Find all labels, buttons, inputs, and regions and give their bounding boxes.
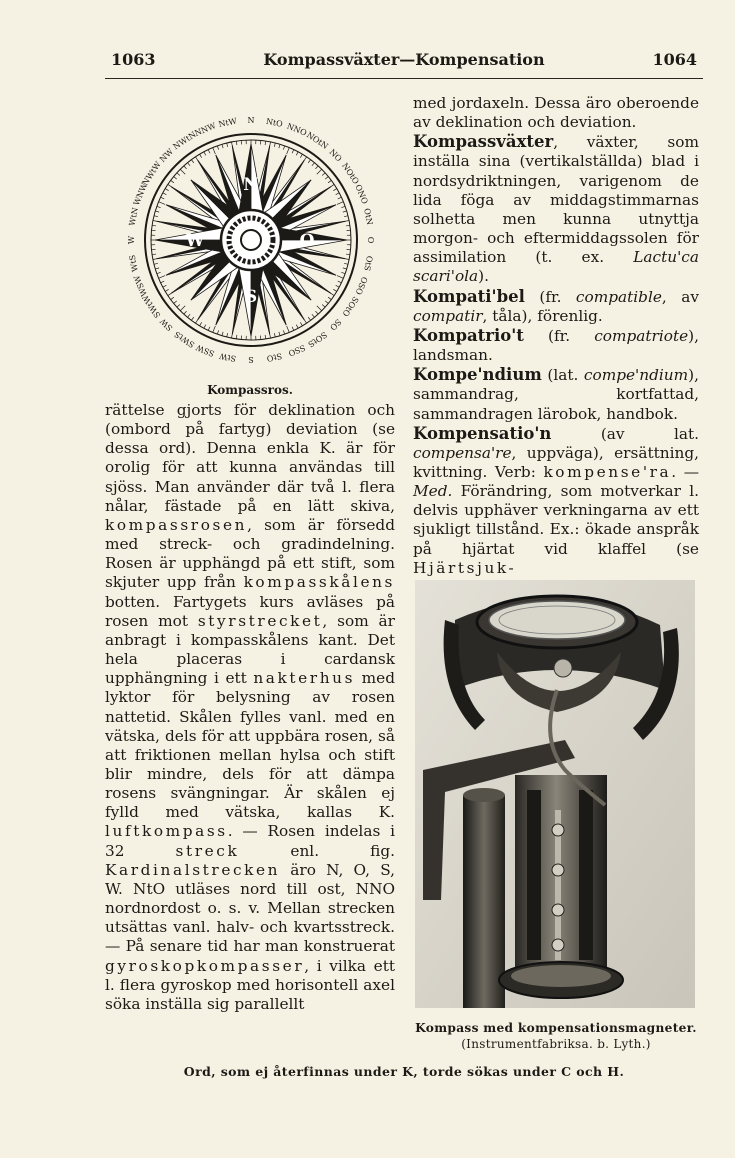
spaced-term: streck <box>175 841 240 860</box>
rose-direction-label: NWtW <box>140 160 163 188</box>
header-rule <box>105 78 703 79</box>
rose-tick <box>174 301 177 304</box>
rose-tick <box>204 325 206 329</box>
rose-tick <box>274 333 275 337</box>
rose-cardinal-label: W <box>185 231 205 251</box>
rose-tick <box>171 180 174 182</box>
rose-tick <box>296 325 298 329</box>
left-column <box>105 401 395 1014</box>
rose-tick <box>315 166 318 169</box>
rose-direction-label: WSW <box>132 273 149 298</box>
entry-kompatibel: Kompati'bel (fr. compatible, av compatir, tåla), förenlig. <box>413 286 699 325</box>
rose-direction-label: StW <box>218 351 237 364</box>
rose-direction-label: NOtO <box>340 161 361 186</box>
rose-tick <box>312 163 315 166</box>
spaced-term: styrstrecket <box>197 611 323 630</box>
rose-tick <box>161 197 165 199</box>
rose-direction-label: NtW <box>217 116 238 130</box>
rose-tick <box>161 281 165 283</box>
entry-kompendium: Kompe'ndium (lat. compe'ndium), sammandrag, kortfattad, sammandragen lärobok, handbok. <box>413 365 699 423</box>
page-number-right: 1064 <box>652 50 697 69</box>
rose-direction-label: WNW <box>131 181 150 207</box>
rose-tick <box>283 146 284 150</box>
rose-tick <box>188 314 191 317</box>
rose-tick <box>337 276 343 279</box>
page-footer-note: Ord, som ej återfinnas under K, torde sökas under C och H. <box>183 1064 625 1079</box>
rose-tick <box>315 311 318 314</box>
rose-tick <box>265 141 266 145</box>
rose-tick <box>213 148 216 154</box>
rose-direction-label: NNW <box>193 121 218 139</box>
rose-tick <box>152 225 156 226</box>
rose-direction-label: SWtS <box>172 329 197 350</box>
rose-tick <box>283 330 284 334</box>
rose-tick <box>180 169 185 174</box>
rose-tick <box>336 193 340 195</box>
spaced-term: luftkompass <box>105 822 228 841</box>
page-number-left: 1063 <box>111 50 156 69</box>
entry-headword: Kompatrio't <box>413 325 524 345</box>
compass-rose-svg <box>110 92 392 382</box>
rose-tick <box>165 289 168 291</box>
rose-tick <box>200 154 202 157</box>
rose-tick <box>154 216 158 217</box>
caption-line: (Instrumentfabriksa. b. Lyth.) <box>461 1037 651 1051</box>
rose-direction-label: SW <box>158 316 175 333</box>
entry-kompatriot: Kompatrio't (fr. compatriote), landsman. <box>413 325 699 365</box>
rose-tick <box>328 180 331 182</box>
rose-tick <box>317 169 322 174</box>
rose-tick <box>213 326 216 332</box>
rose-cardinal-label: S <box>244 287 258 307</box>
spaced-term: nakterhus <box>253 669 356 688</box>
spaced-term: Hjärtsjuk- <box>413 558 517 577</box>
rose-tick <box>217 330 218 334</box>
rose-tick <box>159 276 165 279</box>
rose-tick <box>227 143 228 147</box>
left-paragraph: rättelse gjorts för deklination och (ombord på fartyg) deviation (se dessa ord). Denna enkla K. är för orolig för att kunna användas till sjöss. Man använder där två l. flera nålar, fästade på en lätt skiva, kompassrosen, som är försedd med streck- och gradindelning. Rosen är upphängd på ett stift, som skjuter upp från kompasskålens botten. Fartygets kurs avläses på rosen mot styrstrecket, som är anbragt i kompasskålens kant. Det hela placeras i cardansk upphängning i ett nakterhus med lyktor för belysning av rosen nattetid. Skålen fylles vanl. med en vätska, dels för att uppbära rosen, så att friktionen mellan hylsa och stift blir mindre, dels för att dämpa rosens svängningar. Är skålen ej fylld med vätska, kallas K. luftkompass. — Rosen indelas i 32 streck enl. fig. Kardinalstrecken äro N, O, S, W. NtO utläses nord till ost, NNO nordnordost o. s. v. Mellan strecken utsättas vanl. halv- och kvartsstreck. — På senare tid har man konstruerat gyroskopkompasser, i vilka ett l. flera gyroskop med horisontell axel söka inställa sig parallellt <box>105 401 395 1013</box>
rose-direction-label: NtO <box>265 116 284 129</box>
rose-tick <box>274 143 275 147</box>
rose-tick <box>343 268 347 269</box>
rose-direction-label: SSW <box>194 342 216 359</box>
rose-tick <box>165 189 168 191</box>
rose-tick <box>159 202 165 205</box>
rose-tick <box>227 333 228 337</box>
rose-tick <box>152 254 156 255</box>
spaced-term: gyroskopkompasser <box>105 956 305 975</box>
rose-tick <box>308 317 310 320</box>
entry-headword: Kompe'ndium <box>413 365 542 385</box>
rose-tick <box>188 163 191 166</box>
entry-headword: Kompati'bel <box>413 286 525 306</box>
rose-tick <box>208 327 210 331</box>
caption-line: Kompass med kompensationsmagneter. <box>415 1021 697 1035</box>
rose-tick <box>180 306 185 311</box>
rose-tick <box>191 317 193 320</box>
entry-headword: Kompassväxter <box>413 132 554 152</box>
rose-direction-label: ONO <box>353 183 370 206</box>
rose-direction-label: SO <box>328 317 343 332</box>
compass-photo-illustration <box>415 580 695 1008</box>
rose-tick <box>346 225 350 226</box>
rose-direction-label: StO <box>265 351 283 364</box>
rose-direction-label: WtN <box>127 206 141 227</box>
rose-tick <box>325 301 328 304</box>
entry-kompassvaxter: Kompassväxter, växter, som inställa sina (vertikalställda) blad i nordsydriktningen, varigenom de lida föga av middagstimmarnas solhetta men kunna utnyttja morgon- och eftermiddagssolen för assimilation (t. ex. Lactu'ca scari'ola). <box>413 132 699 286</box>
rose-tick <box>308 160 310 163</box>
rose-tick <box>217 146 218 150</box>
rose-direction-label: NNO <box>285 121 308 138</box>
rose-direction-label: SWtW <box>140 293 163 320</box>
rose-tick <box>163 193 167 195</box>
rose-tick <box>337 202 343 205</box>
right-paragraph-continued: med jordaxeln. Dessa äro oberoende av deklination och deviation. <box>413 94 699 132</box>
rose-tick <box>171 297 174 299</box>
rose-tick <box>317 306 322 311</box>
rose-tick <box>200 322 202 325</box>
compass-photo-caption <box>408 1020 704 1052</box>
compass-rose-caption: Kompassros. <box>207 383 293 397</box>
rose-tick <box>208 150 210 154</box>
rose-tick <box>287 148 290 154</box>
rose-tick <box>336 285 340 287</box>
rose-tick <box>312 314 315 317</box>
rose-tick <box>279 332 280 336</box>
compass-rose-figure <box>110 92 392 382</box>
rose-center-hub <box>241 230 261 250</box>
rose-direction-label: NO <box>327 147 344 164</box>
rose-tick <box>157 206 161 207</box>
rose-tick <box>333 289 336 291</box>
rose-tick <box>292 150 294 154</box>
rose-tick <box>338 197 342 199</box>
rose-tick <box>296 152 298 156</box>
rose-tick <box>174 177 177 180</box>
rose-tick <box>191 160 193 163</box>
rose-direction-label: NW <box>157 146 176 165</box>
rose-tick <box>279 144 280 148</box>
rose-cardinal-label: N <box>243 175 259 195</box>
rose-tick <box>157 272 161 273</box>
compass-photo <box>415 580 695 1008</box>
rose-direction-label: N <box>247 116 255 125</box>
rose-tick <box>265 335 266 339</box>
rose-tick <box>177 173 180 176</box>
rose-tick <box>184 166 187 169</box>
rose-direction-label: S <box>248 355 254 364</box>
rose-tick <box>341 206 345 207</box>
spaced-term: kompense'ra <box>543 462 672 481</box>
rose-tick <box>236 141 237 145</box>
rose-tick <box>222 332 223 336</box>
rose-direction-label: OtS <box>362 254 375 272</box>
rose-tick <box>154 263 158 264</box>
rose-direction-label: SOtO <box>340 294 361 318</box>
rose-tick <box>287 326 290 332</box>
spaced-term: kompassrosen <box>105 515 248 534</box>
rose-direction-label: SSO <box>286 342 307 358</box>
rose-tick <box>300 154 302 157</box>
right-column <box>413 94 699 578</box>
rose-direction-label: O <box>366 236 375 244</box>
spaced-term: kompasskålens <box>243 573 395 592</box>
rose-tick <box>177 304 180 307</box>
rose-tick <box>184 311 187 314</box>
rose-direction-label: SOtS <box>306 329 329 349</box>
rose-tick <box>325 177 328 180</box>
rose-tick <box>322 304 325 307</box>
rose-direction-label: NOtN <box>305 130 330 151</box>
rose-cardinal-label: O <box>299 231 315 251</box>
rose-tick <box>236 335 237 339</box>
rose-tick <box>341 272 345 273</box>
rose-tick <box>163 285 167 287</box>
rose-direction-label: OtN <box>362 207 375 226</box>
rose-tick <box>344 263 348 264</box>
entry-kompensation: Kompensatio'n (av lat. compensa're, uppväga), ersättning, kvittning. Verb: kompense'ra. — Med. Förändring, som motverkar l. delvis upphäver verkningarna av ett sjukligt tillstånd. Ex.: ökade anspråk på hjärtat vid klaffel (se Hjärtsjuk- <box>413 423 699 577</box>
rose-tick <box>292 327 294 331</box>
rose-tick <box>222 144 223 148</box>
rose-tick <box>338 281 342 283</box>
rose-direction-label: W <box>127 235 136 245</box>
rose-tick <box>322 173 325 176</box>
rose-direction-label: WtS <box>127 254 140 273</box>
rose-tick <box>155 211 159 212</box>
rose-tick <box>346 254 350 255</box>
entry-headword: Kompensatio'n <box>413 423 552 443</box>
rose-tick <box>155 268 159 269</box>
page-header <box>105 50 703 72</box>
rose-tick <box>343 211 347 212</box>
rose-direction-label: NWtN <box>171 129 198 152</box>
spaced-term: Kardinalstrecken <box>105 860 281 879</box>
rose-tick <box>300 322 302 325</box>
running-title: Kompassväxter—Kompensation <box>263 50 545 69</box>
rose-tick <box>204 152 206 156</box>
rose-tick <box>328 297 331 299</box>
rose-tick <box>344 216 348 217</box>
rose-tick <box>333 189 336 191</box>
rose-direction-label: OSO <box>353 275 370 297</box>
